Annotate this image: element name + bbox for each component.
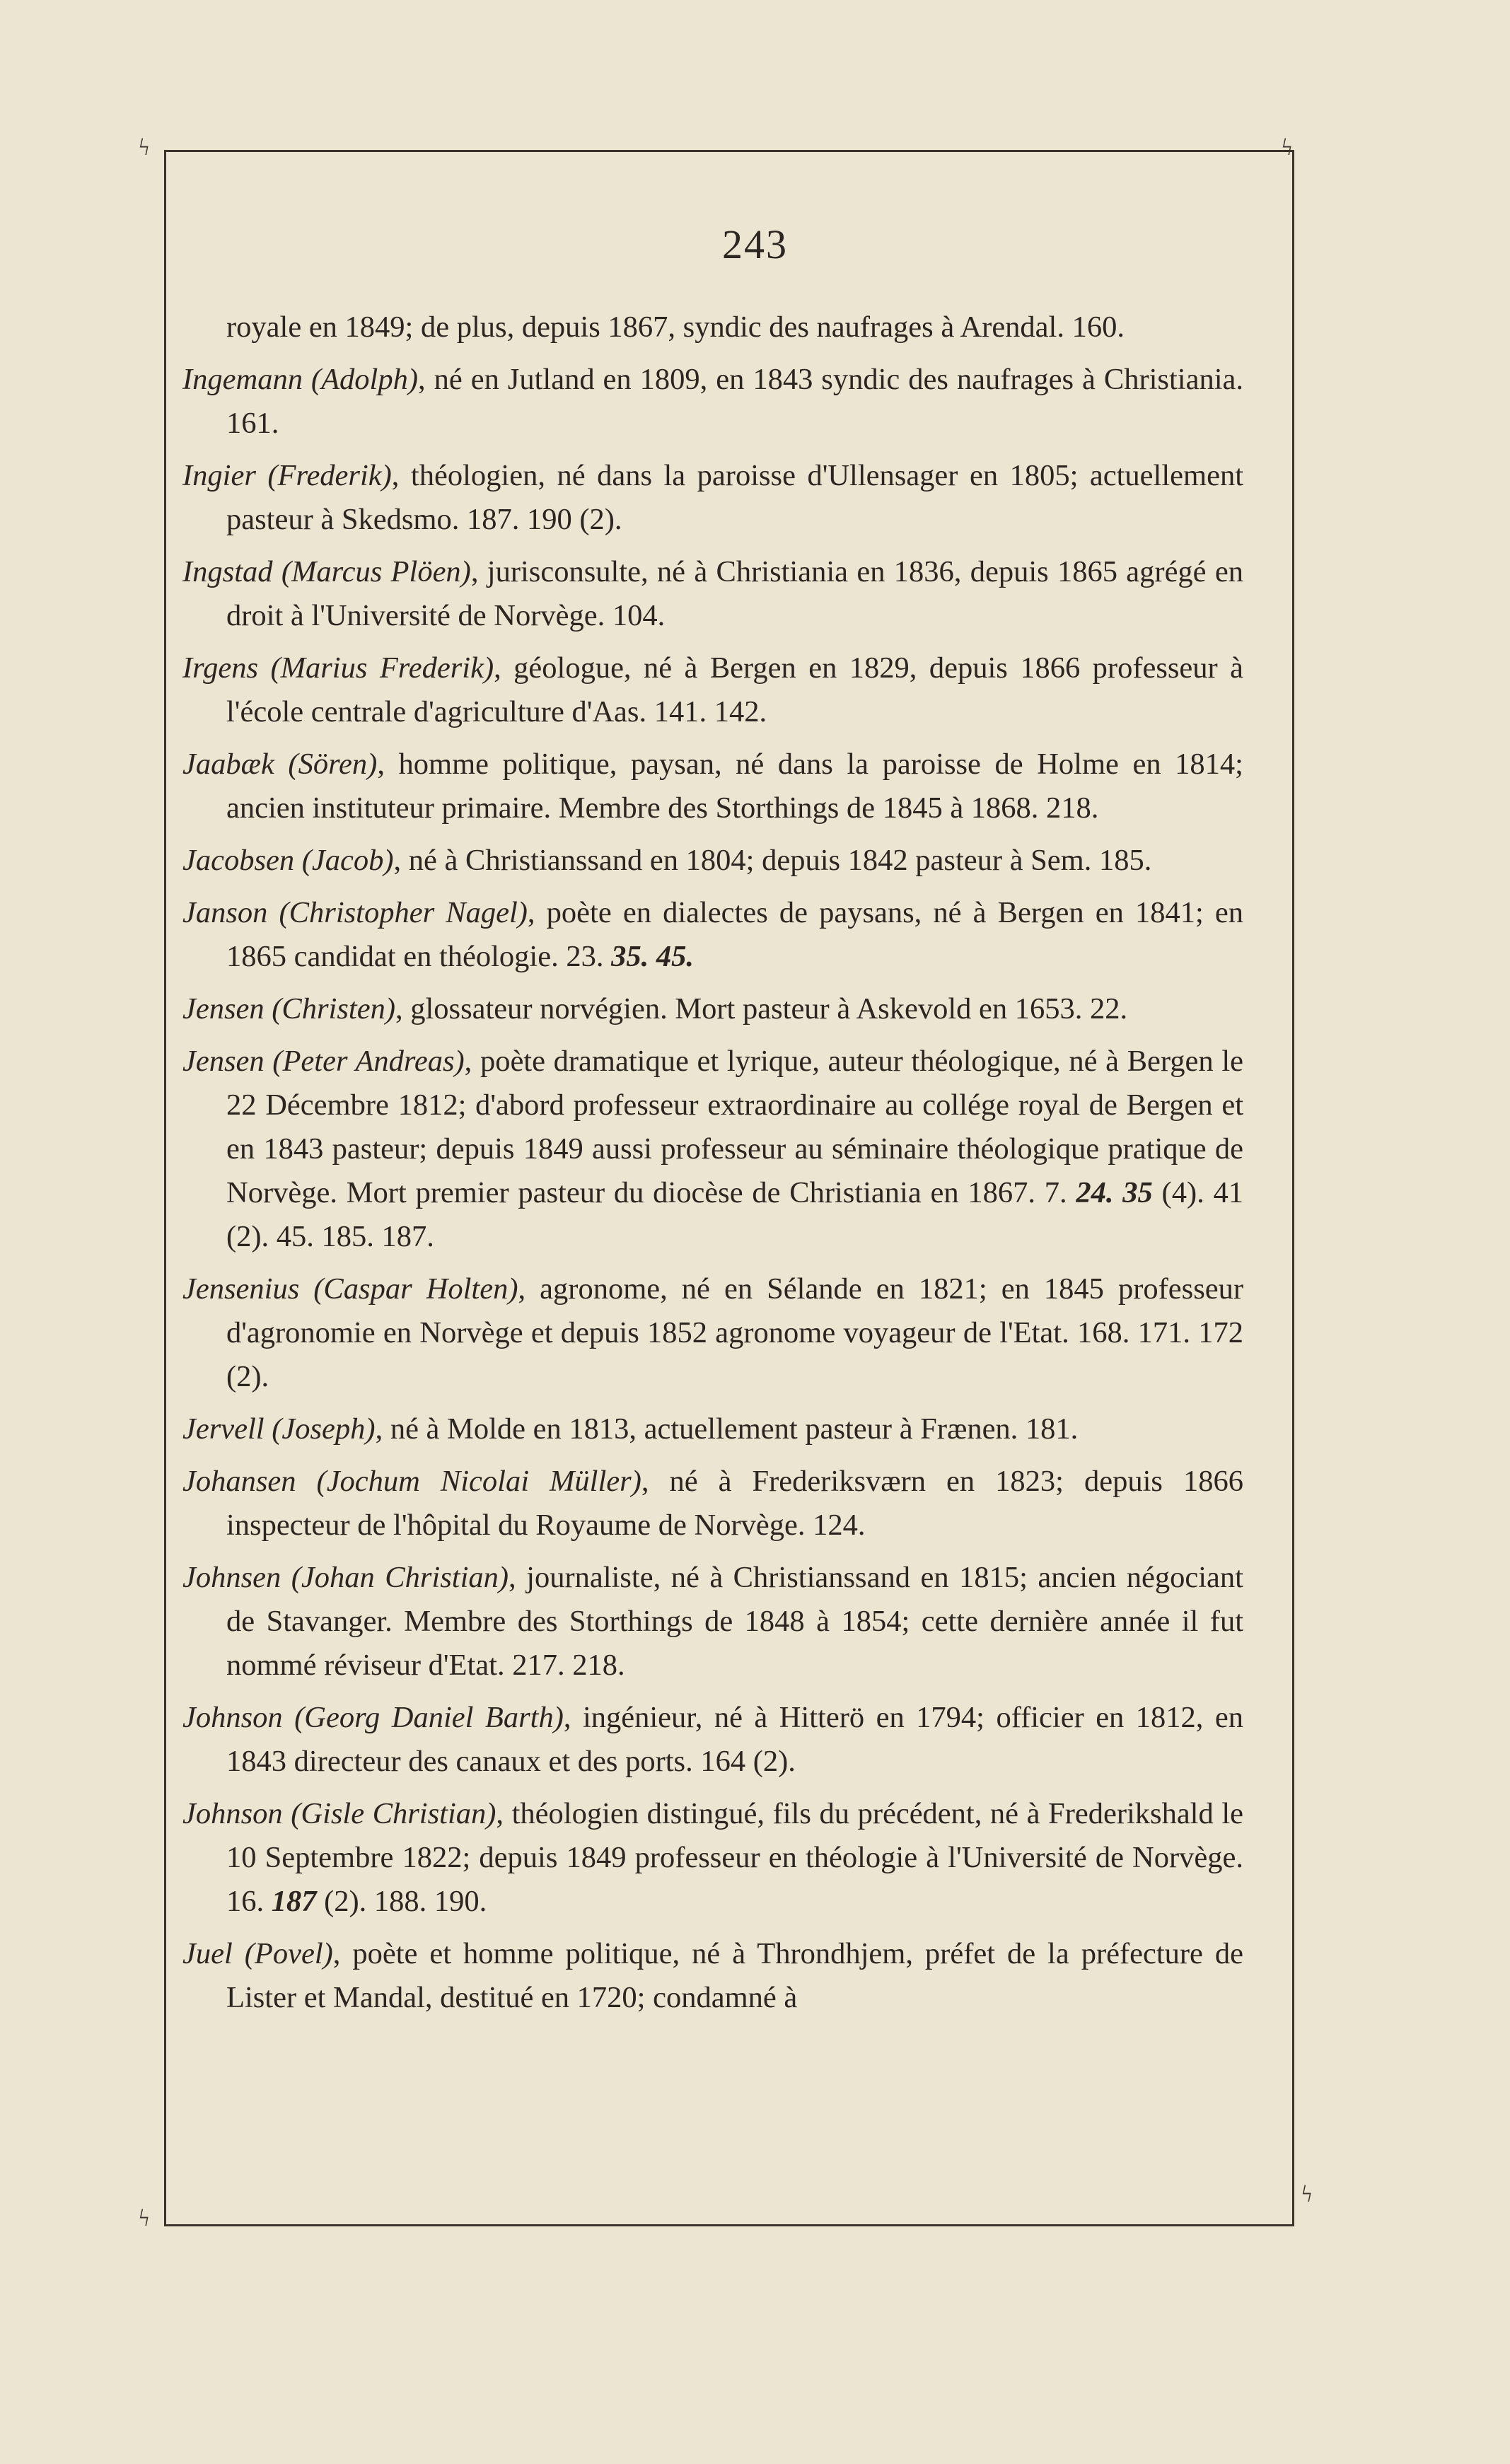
- entry-bold-refs: 24. 35: [1076, 1176, 1153, 1209]
- entry-name: Ingstad (Marcus Plöen): [182, 555, 471, 588]
- entry-text: , journaliste, né à Christianssand en 1815; ancien négociant de Stavanger. Membre des Storthings de 1848 à 1854; cette dernière année il fut nommé réviseur d'Etat. 217. 218.: [226, 1561, 1243, 1682]
- entry-text: , jurisconsulte, né à Christiania en 1836, depuis 1865 agrégé en droit à l'Université de Norvège. 104.: [226, 555, 1243, 632]
- entry-name: Johansen (Jochum Nicolai Müller): [182, 1465, 641, 1498]
- entry-name: Johnson (Gisle Christian): [182, 1797, 496, 1830]
- ornament-bottom-left-icon: ϟ: [139, 2205, 150, 2231]
- index-entry: [182, 1040, 1243, 1259]
- page-number: 243: [722, 221, 788, 267]
- entry-name: Ingier (Frederik): [182, 459, 392, 492]
- index-entry: [182, 646, 1243, 734]
- entry-text: , théologien, né dans la paroisse d'Ullensager en 1805; actuellement pasteur à Skedsmo. 187. 190 (2).: [226, 459, 1243, 536]
- entry-tail: (4). 41 (2). 45. 185. 187.: [226, 1176, 1243, 1253]
- index-entry: [182, 891, 1243, 979]
- entry-name: Johnson (Georg Daniel Barth): [182, 1701, 564, 1734]
- entry-bold-refs: 187: [271, 1885, 317, 1918]
- entry-name: Ingemann (Adolph): [182, 363, 419, 396]
- index-entry: [182, 1932, 1243, 2020]
- entry-name: Janson (Christopher Nagel): [182, 896, 528, 929]
- entry-text: , ingénieur, né à Hitterö en 1794; officier en 1812, en 1843 directeur des canaux et des ports. 164 (2).: [226, 1701, 1243, 1778]
- entry-name: Jaabæk (Sören): [182, 748, 378, 781]
- entry-name: Irgens (Marius Frederik): [182, 651, 494, 685]
- entry-text: , poète dramatique et lyrique, auteur théologique, né à Bergen le 22 Décembre 1812; d'abord professeur extraordinaire au collége royal de Bergen et en 1843 pasteur; depuis 1849 aussi professeur au séminaire théologique pratique de Norvège. Mort premier pasteur du diocèse de Christiania en 1867. 7.: [226, 1045, 1244, 1209]
- index-entry: [182, 1407, 1243, 1451]
- entry-text: , homme politique, paysan, né dans la paroisse de Holme en 1814; ancien instituteur primaire. Membre des Storthings de 1845 à 1868. 218.: [226, 748, 1243, 825]
- index-entry: [182, 1556, 1243, 1687]
- entry-tail: (2). 188. 190.: [316, 1885, 487, 1918]
- index-entry: [182, 358, 1243, 446]
- entry-text: , né à Frederiksværn en 1823; depuis 1866 inspecteur de l'hôpital du Royaume de Norvège. 124.: [226, 1465, 1243, 1542]
- index-entry: [182, 839, 1243, 883]
- index-entry: [182, 454, 1243, 542]
- entry-name: Jensenius (Caspar Holten): [182, 1272, 518, 1306]
- entry-name: Jervell (Joseph): [182, 1412, 376, 1446]
- entry-text: , poète et homme politique, né à Throndhjem, préfet de la préfecture de Lister et Mandal, destitué en 1720; condamné à: [226, 1937, 1243, 2014]
- entry-name: Juel (Povel): [182, 1937, 333, 1970]
- entry-text: , né en Jutland en 1809, en 1843 syndic des naufrages à Christiania. 161.: [226, 363, 1243, 440]
- ornament-bottom-right-icon: ϟ: [1301, 2181, 1313, 2207]
- index-entry: [182, 306, 1243, 349]
- entry-name: Jensen (Peter Andreas): [182, 1045, 465, 1078]
- entry-text: , né à Christianssand en 1804; depuis 1842 pasteur à Sem. 185.: [393, 844, 1152, 877]
- entry-text: , né à Molde en 1813, actuellement pasteur à Frænen. 181.: [375, 1412, 1079, 1446]
- entry-text: , agronome, né en Sélande en 1821; en 1845 professeur d'agronomie en Norvège et depuis 1852 agronome voyageur de l'Etat. 168. 171. 172 (2).: [226, 1272, 1243, 1393]
- index-entry: [182, 987, 1243, 1031]
- index-entry: [182, 1267, 1243, 1399]
- index-entry: [182, 550, 1243, 638]
- index-entry: [182, 1792, 1243, 1924]
- index-entries: [182, 306, 1243, 2028]
- entry-name: Jensen (Christen): [182, 992, 395, 1025]
- entry-text: royale en 1849; de plus, depuis 1867, syndic des naufrages à Arendal. 160.: [226, 310, 1125, 344]
- entry-bold-refs: 35. 45.: [611, 940, 694, 973]
- index-entry: [182, 743, 1243, 830]
- index-entry: [182, 1696, 1243, 1784]
- entry-text: , poète en dialectes de paysans, né à Bergen en 1841; en 1865 candidat en théologie. 23.: [226, 896, 1243, 973]
- entry-name: Johnsen (Johan Christian): [182, 1561, 509, 1594]
- ornament-top-right-icon: ϟ: [1282, 134, 1293, 161]
- entry-text: , théologien distingué, fils du précédent, né à Frederikshald le 10 Septembre 1822; depuis 1849 professeur en théologie à l'Université de Norvège. 16.: [226, 1797, 1243, 1918]
- entry-text: , géologue, né à Bergen en 1829, depuis 1866 professeur à l'école centrale d'agriculture d'Aas. 141. 142.: [226, 651, 1243, 728]
- entry-name: Jacobsen (Jacob): [182, 844, 394, 877]
- index-entry: [182, 1460, 1243, 1547]
- entry-text: , glossateur norvégien. Mort pasteur à Askevold en 1653. 22.: [395, 992, 1128, 1025]
- ornament-top-left-icon: ϟ: [139, 134, 150, 161]
